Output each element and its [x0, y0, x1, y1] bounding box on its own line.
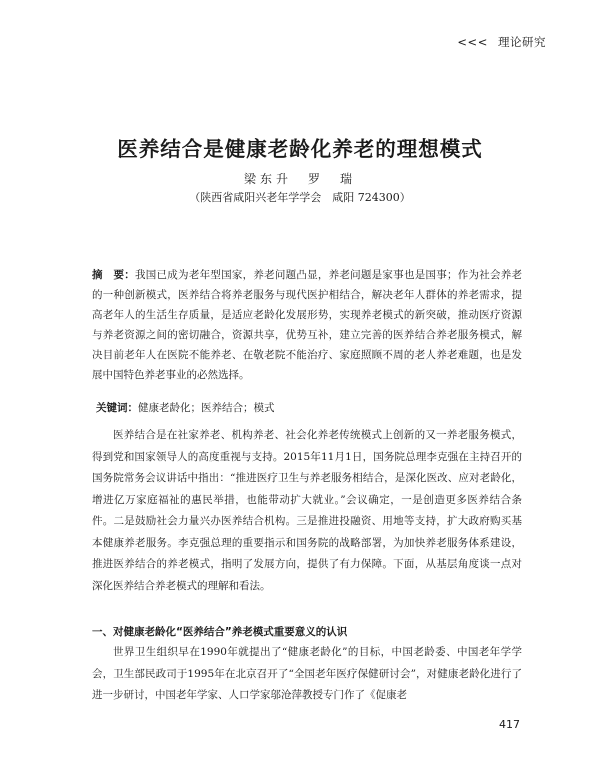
- keywords: [96, 400, 526, 415]
- abstract-label: 摘 要：: [92, 269, 136, 281]
- article-title: 医养结合是健康老龄化养老的理想模式: [117, 137, 483, 161]
- section-1-paragraph: 世界卫生组织早在1990年就提出了“健康老龄化”的目标，中国老龄委、中国老年学学会，卫生部民政司于1995年在北京召开了“全国老年医疗保健研讨会”，对健康老龄化进行了进一步研讨，中国老年学家、人口学家邬沧萍教授专门作了《促康老: [92, 646, 522, 701]
- abstract-text: 我国已成为老年型国家，养老问题凸显，养老问题是家事也是国事；作为社会养老的一种创新模式，医养结合将养老服务与现代医护相结合，解决老年人群体的养老需求，提高老年人的生活生存质量，是适应老龄化发展形势，实现养老模式的新突破，推动医疗资源与养老资源之间的密切融合，资源共享，优势互补，建立完善的医养结合养老服务模式，解决目前老年人在医院不能养老、在敬老院不能治疗、家庭照顾不周的老人养老难题，也是发展中国特色养老事业的必然选择。: [92, 269, 523, 381]
- running-header: [457, 34, 546, 50]
- keywords-text: 健康老龄化；医养结合；模式: [138, 402, 275, 414]
- header-arrows: <<<: [457, 35, 488, 49]
- article-authors: 梁东升 罗 瑞: [243, 172, 356, 186]
- article-affiliation: （陕西省咸阳兴老年学学会 咸阳 724300）: [189, 191, 411, 204]
- abstract: [92, 265, 522, 385]
- intro-paragraph: 医养结合是在社家养老、机构养老、社会化养老传统模式上创新的又一养老服务模式，得到党和国家领导人的高度重视与支持。2015年11月1日，国务院总理李克强在主持召开的国务院常务会议讲话中指出：“推进医疗卫生与养老服务相结合，是深化医改、应对老龄化，增进亿万家庭福祉的惠民举措，也能带动扩大就业。”会议确定，一是创造更多医养结合条件。二是鼓励社会力量兴办医养结合机构。三是推进投融资、用地等支持，扩大政府购买基本健康养老服务。李克强总理的重要指示和国务院的战略部署，为加快养老服务体系建设，推进医养结合的养老模式，指明了发展方向，提供了有力保障。下面，从基层角度谈一点对深化医养结合养老模式的理解和看法。: [92, 429, 522, 592]
- page-number: 417: [499, 718, 520, 731]
- keywords-label: 关键词：: [96, 402, 138, 414]
- section-1-title: 一、对健康老龄化“医养结合”养老模式重要意义的认识: [92, 626, 348, 638]
- header-section: 理论研究: [498, 35, 546, 49]
